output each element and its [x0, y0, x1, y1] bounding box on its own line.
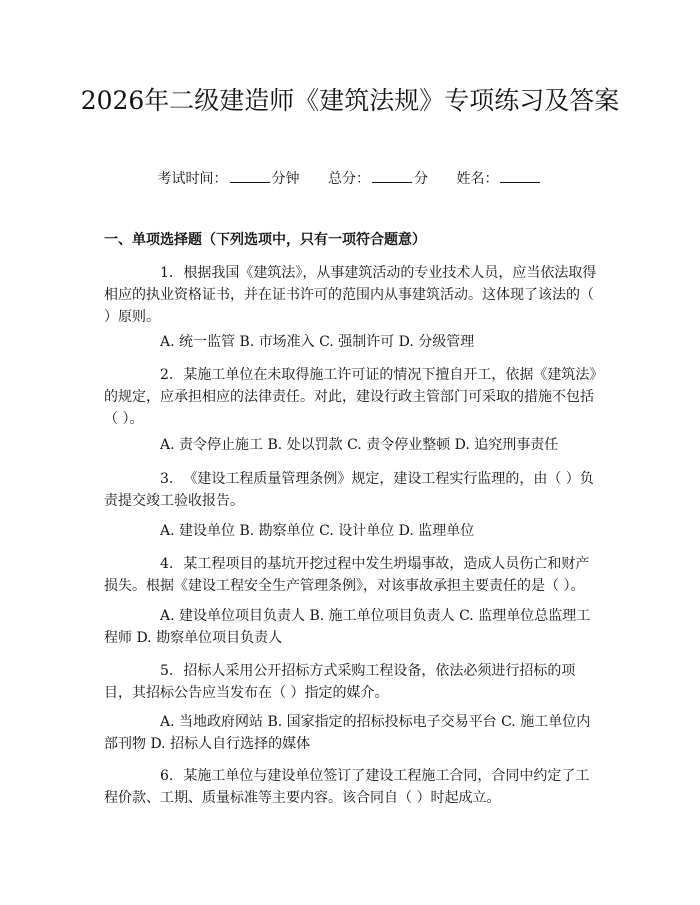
question-5: [104, 660, 600, 704]
question-text: 某工程项目的基坑开挖过程中发生坍塌事故，造成人员伤亡和财产损失。根据《建设工程安全生产管理条例》，对该事故承担主要责任的是（ ）。: [104, 556, 590, 594]
exam-time-blank: [230, 168, 270, 183]
name-blank: [500, 168, 540, 183]
exam-time-unit: 分钟: [271, 171, 300, 187]
question-3-options: A. 建设单位 B. 勘察单位 C. 设计单位 D. 监理单位: [160, 523, 475, 539]
question-text: 根据我国《建筑法》，从事建筑活动的专业技术人员，应当依法取得相应的执业资格证书，并在证书许可的范围内从事建筑活动。这体现了该法的（ ）原则。: [104, 265, 597, 325]
name-field: [456, 168, 542, 189]
question-text: 某施工单位与建设单位签订了建设工程施工合同，合同中约定了工程价款、工期、质量标准等主要内容。该合同自（ ）时起成立。: [104, 768, 590, 806]
exam-time-field: [158, 168, 300, 189]
document-title: 2026年二级建造师《建筑法规》专项练习及答案: [80, 86, 620, 115]
question-number: 4.: [160, 556, 174, 572]
section-heading: 一、单项选择题（下列选项中，只有一项符合题意）: [104, 232, 426, 248]
question-6: [104, 765, 600, 809]
question-text: 招标人采用公开招标方式采购工程设备，依法必须进行招标的项目，其招标公告应当发布在（ ）指定的媒介。: [104, 663, 576, 701]
question-1-options: A. 统一监管 B. 市场准入 C. 强制许可 D. 分级管理: [160, 334, 475, 350]
question-4: [104, 553, 600, 597]
question-number: 5.: [160, 663, 174, 679]
exam-meta-line: [0, 168, 700, 189]
question-number: 2.: [160, 367, 174, 383]
question-number: 1.: [160, 265, 174, 281]
total-score-field: [328, 168, 428, 189]
total-score-label: 总分：: [328, 171, 370, 187]
total-score-unit: 分: [414, 171, 428, 187]
question-2-options: A. 责令停止施工 B. 处以罚款 C. 责令停业整顿 D. 追究刑事责任: [160, 437, 559, 453]
question-number: 3.: [160, 471, 174, 487]
question-4-options: A. 建设单位项目负责人 B. 施工单位项目负责人 C. 监理单位总监理工程师 D. 勘察单位项目负责人: [104, 608, 591, 646]
question-text: 《建设工程质量管理条例》规定，建设工程实行监理的，由（ ）负责提交竣工验收报告。: [104, 471, 594, 509]
question-text: 某施工单位在未取得施工许可证的情况下擅自开工，依据《建筑法》的规定，应承担相应的法律责任。对此，建设行政主管部门可采取的措施不包括（ ）。: [104, 367, 597, 427]
total-score-blank: [372, 168, 412, 183]
question-1: [104, 262, 600, 328]
question-number: 6.: [160, 768, 174, 784]
question-5-options: A. 当地政府网站 B. 国家指定的招标投标电子交易平台 C. 施工单位内部刊物 D. 招标人自行选择的媒体: [104, 714, 591, 752]
exam-time-label: 考试时间：: [157, 171, 228, 187]
question-3: [104, 468, 600, 512]
question-2: [104, 364, 600, 430]
name-label: 姓名：: [456, 171, 499, 187]
